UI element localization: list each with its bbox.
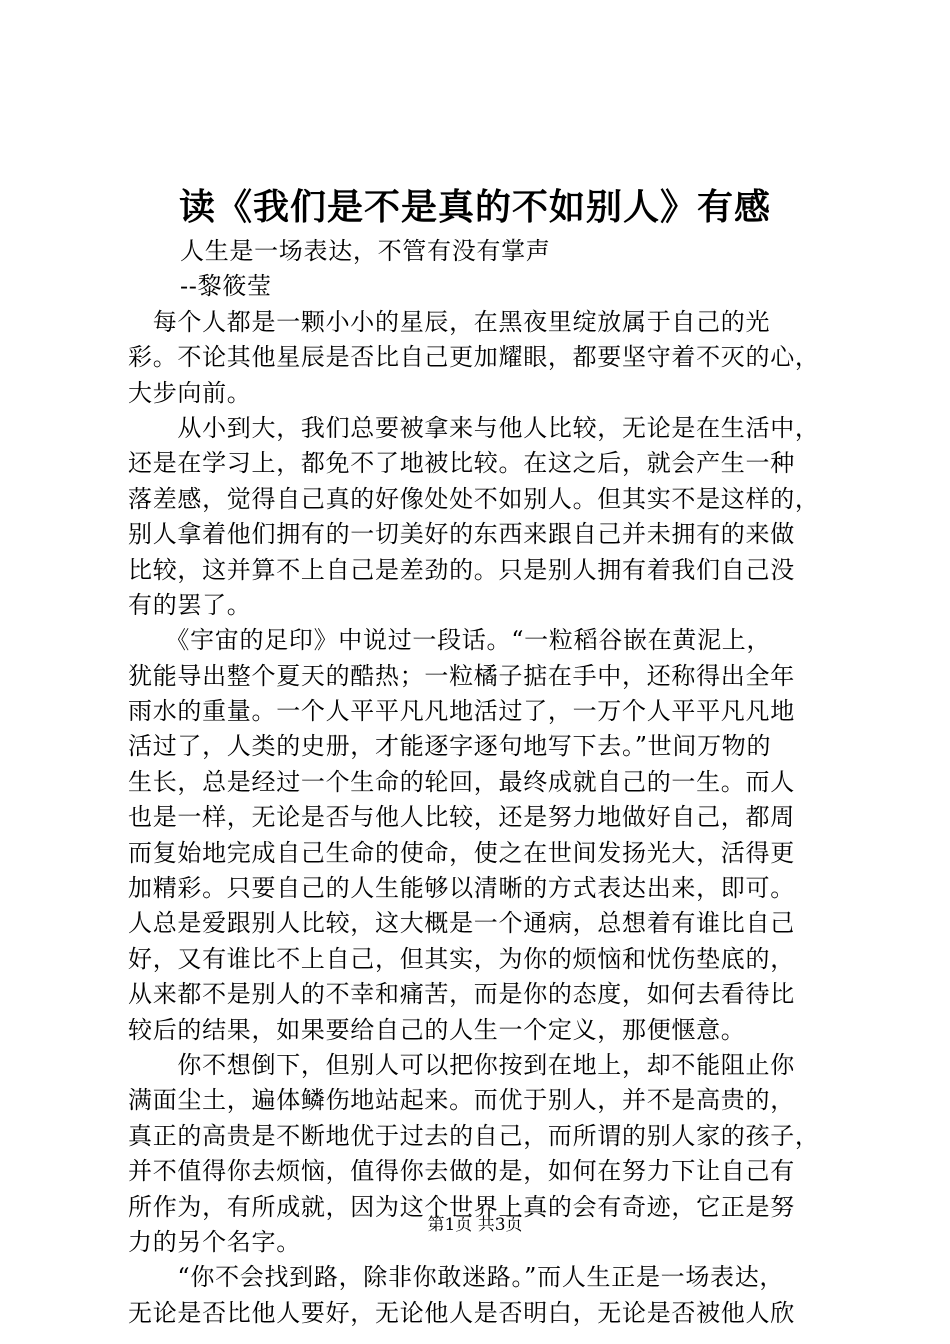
text-line: 你不想倒下，但别人可以把你按到在地上，却不能阻止你: [128, 1050, 795, 1079]
text-line: 犹能导出整个夏天的酷热；一粒橘子掂在手中，还称得出全年: [128, 661, 795, 690]
text-line: 每个人都是一颗小小的星辰，在黑夜里绽放属于自己的光: [128, 307, 771, 336]
text-line: 有的罢了。: [128, 590, 252, 619]
text-line: 雨水的重量。一个人平平凡凡地活过了，一万个人平平凡凡地: [128, 697, 795, 726]
text-line: 大步向前。: [128, 378, 252, 407]
text-line: 较后的结果，如果要给自己的人生一个定义，那便惬意。: [128, 1015, 746, 1044]
text-line: 从小到大，我们总要被拿来与他人比较，无论是在生活中，: [128, 413, 820, 442]
text-line: 活过了，人类的史册，才能逐字逐句地写下去。”世间万物的: [128, 732, 772, 761]
text-line: 满面尘土，遍体鳞伤地站起来。而优于别人，并不是高贵的，: [128, 1086, 795, 1115]
text-line: 并不值得你去烦恼，值得你去做的是，如何在努力下让自己有: [128, 1157, 795, 1186]
text-line: 比较，这并算不上自己是差劲的。只是别人拥有着我们自己没: [128, 555, 795, 584]
text-line: 《宇宙的足印》中说过一段话。“一粒稻谷嵌在黄泥上，: [128, 626, 772, 655]
text-line: 力的另个名字。: [128, 1227, 301, 1256]
document-title: 读《我们是不是真的不如别人》有感: [178, 186, 771, 228]
body-text: [128, 305, 832, 1331]
text-line: 所作为，有所成就，因为这个世界上真的会有奇迹，它正是努: [128, 1192, 795, 1221]
text-line: 无论是否比他人要好，无论他人是否明白，无论是否被他人欣: [128, 1298, 795, 1327]
text-line: 别人拿着他们拥有的一切美好的东西来跟自己并未拥有的来做: [128, 520, 795, 549]
text-line: 彩。不论其他星辰是否比自己更加耀眼，都要坚守着不灭的心，: [128, 343, 820, 372]
text-line: 也是一样，无论是否与他人比较，还是努力地做好自己，都周: [128, 803, 795, 832]
page-footer: 第1页 共3页: [427, 1215, 523, 1235]
text-line: 加精彩。只要自己的人生能够以清晰的方式表达出来，即可。: [128, 874, 795, 903]
text-line: 而复始地完成自己生命的使命，使之在世间发扬光大，活得更: [128, 838, 795, 867]
text-line: 好，又有谁比不上自己，但其实，为你的烦恼和忧伤垫底的，: [128, 944, 795, 973]
author-line: --黎筱莹: [180, 272, 272, 301]
text-line: “你不会找到路，除非你敢迷路。”而人生正是一场表达，: [128, 1263, 785, 1292]
text-line: 人总是爱跟别人比较，这大概是一个通病，总想着有谁比自己: [128, 909, 795, 938]
text-line: 真正的高贵是不断地优于过去的自己，而所谓的别人家的孩子，: [128, 1121, 820, 1150]
text-line: 还是在学习上，都免不了地被比较。在这之后，就会产生一种: [128, 449, 795, 478]
document-body: [128, 234, 832, 1331]
text-line: 从来都不是别人的不幸和痛苦，而是你的态度，如何去看待比: [128, 980, 795, 1009]
text-line: 落差感，觉得自己真的好像处处不如别人。但其实不是这样的，: [128, 484, 820, 513]
text-line: 生长，总是经过一个生命的轮回，最终成就自己的一生。而人: [128, 767, 795, 796]
epigraph: 人生是一场表达，不管有没有掌声: [180, 237, 551, 265]
